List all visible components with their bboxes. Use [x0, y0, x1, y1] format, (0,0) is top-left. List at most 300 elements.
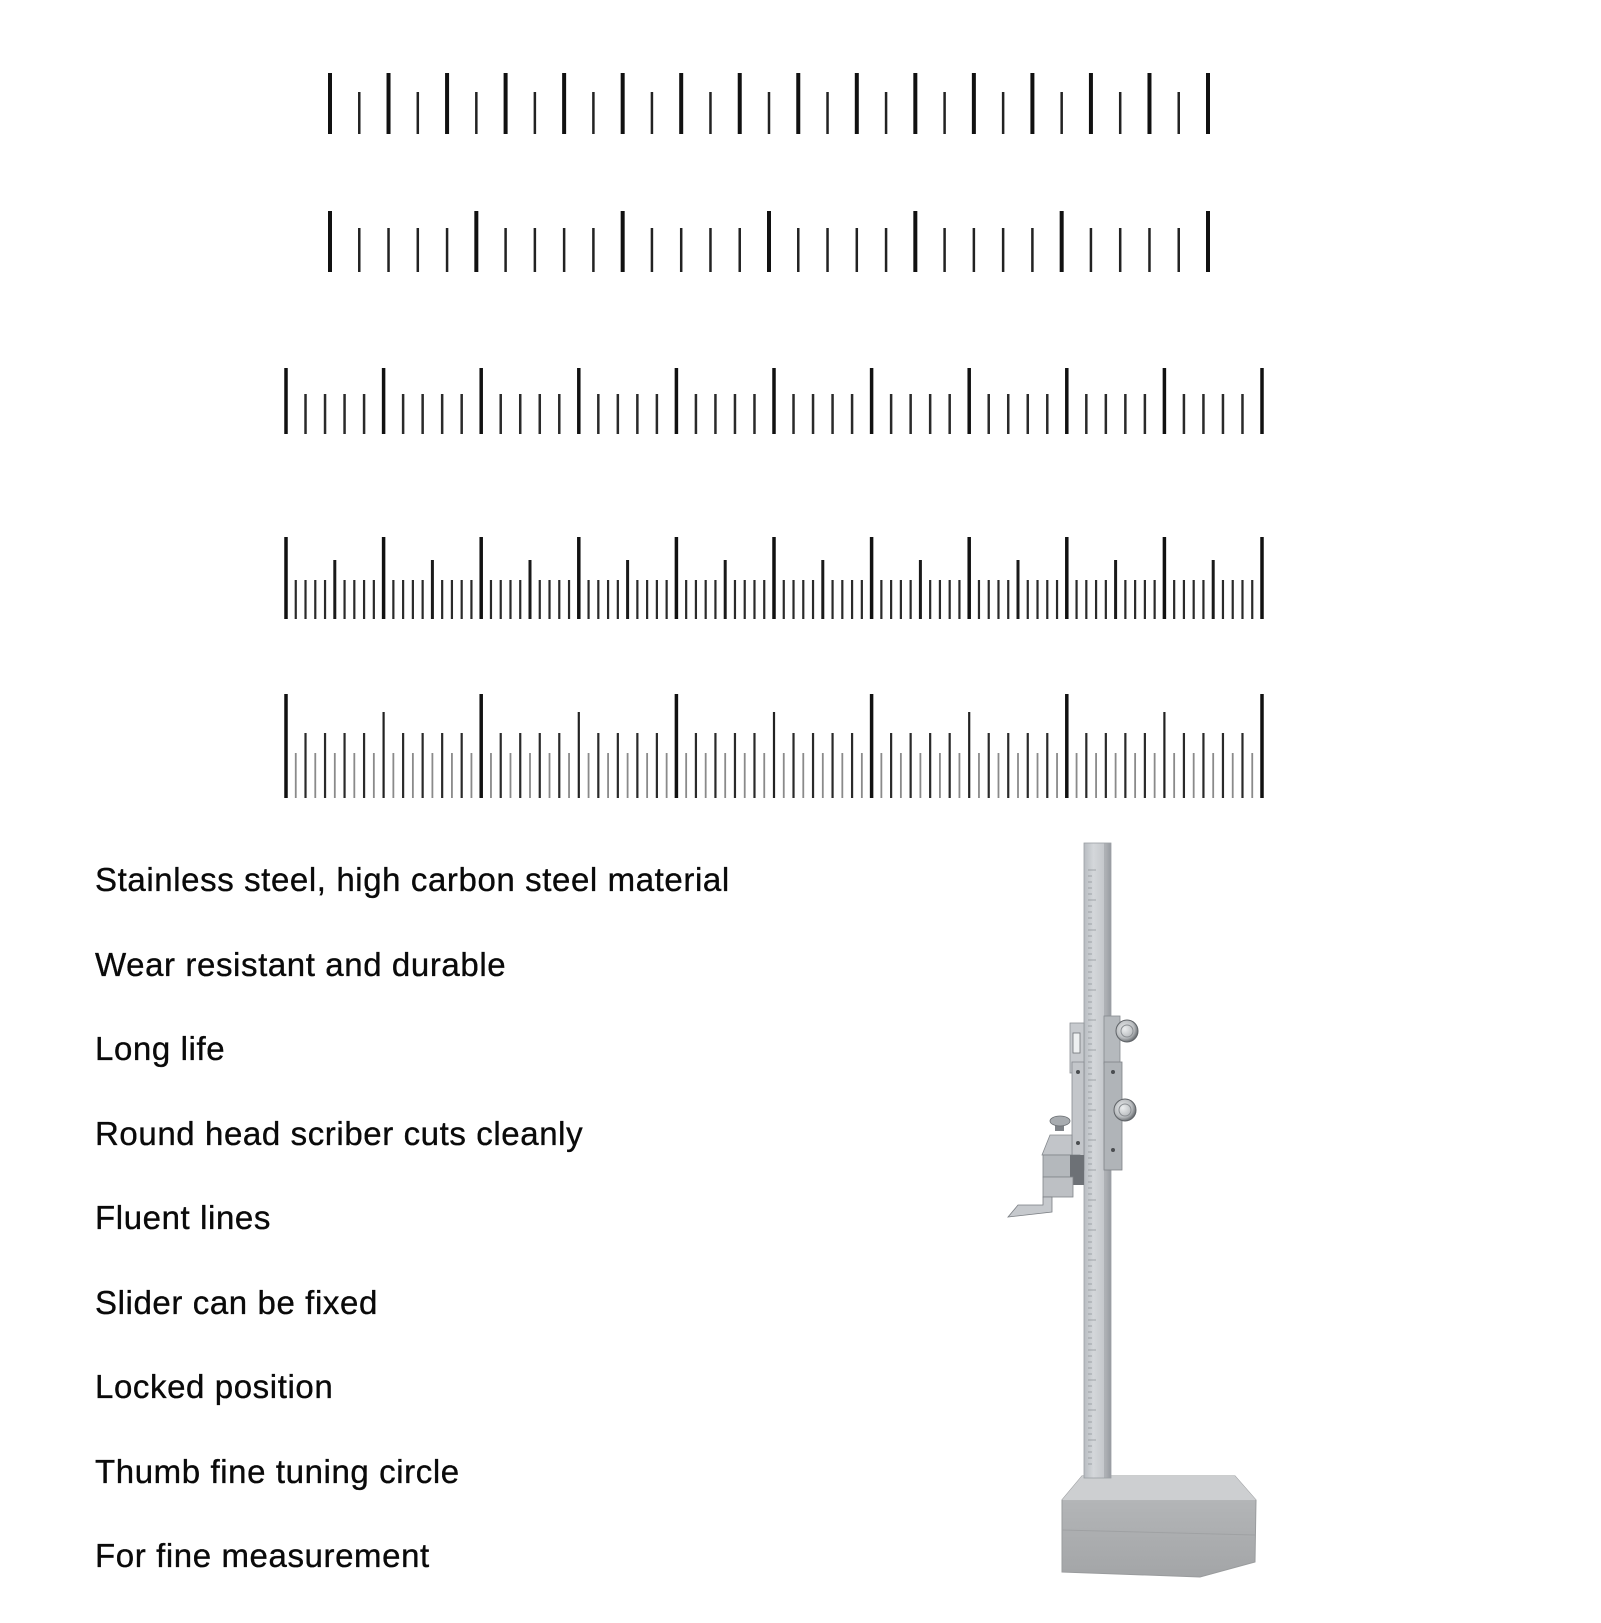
- ruler-tick: [851, 580, 853, 619]
- ruler-tick: [1134, 580, 1136, 619]
- ruler-tick: [500, 580, 502, 619]
- ruler-tick: [929, 580, 931, 619]
- ruler-tick: [1202, 733, 1204, 798]
- ruler-tick: [412, 753, 414, 798]
- ruler-tick: [1173, 580, 1175, 619]
- ruler-tick: [373, 580, 375, 619]
- ruler-tick: [738, 228, 741, 272]
- ruler-tick: [1056, 580, 1058, 619]
- feature-item: Locked position: [95, 1368, 334, 1405]
- ruler-tick: [646, 753, 648, 798]
- ruler-tick: [451, 580, 453, 619]
- ruler-tick: [421, 394, 424, 434]
- ruler-tick: [445, 73, 449, 134]
- ruler-tick: [821, 560, 824, 619]
- feature-list: [95, 862, 730, 1623]
- ruler-tick: [768, 92, 771, 134]
- ruler-tick: [1241, 394, 1244, 434]
- ruler-tick: [402, 733, 404, 798]
- ruler-tick: [646, 580, 648, 619]
- ruler-tick: [734, 580, 736, 619]
- feature-item: Round head scriber cuts cleanly: [95, 1114, 584, 1152]
- ruler-tick: [1212, 560, 1215, 619]
- ruler-tick: [967, 537, 971, 619]
- ruler-tick: [797, 228, 800, 272]
- ruler-tick: [324, 394, 327, 434]
- height-gauge-image: [990, 830, 1290, 1590]
- ruler-tick: [929, 394, 932, 434]
- ruler-tick: [1173, 753, 1175, 798]
- feature-item: Stainless steel, high carbon steel material: [95, 861, 730, 898]
- ruler-tick: [695, 394, 698, 434]
- ruler-tick: [363, 394, 366, 434]
- ruler-tick: [949, 733, 951, 798]
- ruler-tick: [767, 211, 771, 272]
- ruler-tick: [1007, 733, 1009, 798]
- ruler-tick: [636, 580, 638, 619]
- ruler-tick: [949, 580, 951, 619]
- ruler-tick: [1222, 394, 1225, 434]
- ruler-tick: [1147, 73, 1151, 134]
- ruler-tick: [333, 560, 336, 619]
- ruler-tick: [343, 394, 346, 434]
- ruler-tick: [402, 580, 404, 619]
- ruler-tick: [422, 580, 424, 619]
- ruler-tick: [1027, 580, 1029, 619]
- ruler-tick: [328, 73, 332, 134]
- ruler-tick: [851, 394, 854, 434]
- ruler-tick: [709, 92, 712, 134]
- ruler-tick: [1037, 753, 1039, 798]
- ruler-tick: [539, 394, 542, 434]
- ruler-tick: [636, 394, 639, 434]
- ruler-tick: [539, 580, 541, 619]
- ruler-tick: [617, 733, 619, 798]
- ruler-tick: [343, 580, 345, 619]
- ruler-tick: [939, 580, 941, 619]
- ruler-tick: [475, 92, 478, 134]
- ruler-tick: [1115, 753, 1117, 798]
- ruler-tick: [855, 73, 859, 134]
- ruler-tick: [1085, 394, 1088, 434]
- ruler-tick: [738, 73, 742, 134]
- ruler-tick: [328, 211, 332, 272]
- ruler-tick: [685, 580, 687, 619]
- ruler-tick: [353, 753, 355, 798]
- ruler-tick: [597, 733, 599, 798]
- ruler-tick: [461, 580, 463, 619]
- ruler-tick: [578, 712, 580, 798]
- ruler-tick: [792, 394, 795, 434]
- ruler-tick: [304, 580, 306, 619]
- ruler-tick: [1119, 92, 1122, 134]
- ruler-tick: [412, 580, 414, 619]
- ruler-tick: [592, 92, 595, 134]
- ruler-tick: [504, 73, 508, 134]
- ruler-tick: [714, 394, 717, 434]
- ruler-tick: [1202, 580, 1204, 619]
- ruler-tick: [597, 394, 600, 434]
- scale-2: [328, 211, 1210, 272]
- ruler-tick: [539, 733, 541, 798]
- ruler-tick: [734, 394, 737, 434]
- ruler-tick: [1095, 753, 1097, 798]
- ruler-tick: [959, 753, 961, 798]
- ruler-tick: [1036, 580, 1038, 619]
- ruler-tick: [802, 580, 804, 619]
- ruler-tick: [920, 753, 922, 798]
- ruler-tick: [1105, 580, 1107, 619]
- ruler-tick: [861, 580, 863, 619]
- ruler-tick: [592, 228, 595, 272]
- ruler-tick: [534, 228, 537, 272]
- ruler-tick: [558, 580, 560, 619]
- ruler-tick: [1260, 537, 1264, 619]
- ruler-tick: [1085, 733, 1087, 798]
- ruler-tick: [1241, 580, 1243, 619]
- ruler-tick: [490, 580, 492, 619]
- ruler-tick: [675, 368, 679, 434]
- ruler-tick: [470, 580, 472, 619]
- ruler-tick: [1260, 694, 1264, 798]
- ruler-tick: [519, 394, 522, 434]
- ruler-tick: [1017, 753, 1019, 798]
- ruler-tick: [1206, 211, 1210, 272]
- ruler-tick: [772, 368, 776, 434]
- ruler-tick: [812, 580, 814, 619]
- ruler-tick: [568, 753, 570, 798]
- ruler-tick: [509, 580, 511, 619]
- ruler-tick: [783, 753, 785, 798]
- ruler-tick: [753, 580, 755, 619]
- ruler-tick: [1075, 580, 1077, 619]
- ruler-tick: [621, 211, 625, 272]
- ruler-tick: [1027, 394, 1030, 434]
- ruler-tick: [446, 228, 449, 272]
- scale-4: [284, 537, 1264, 619]
- ruler-tick: [656, 580, 658, 619]
- ruler-tick: [880, 580, 882, 619]
- ruler-tick: [958, 580, 960, 619]
- ruler-tick: [353, 580, 355, 619]
- feature-item: Wear resistant and durable: [95, 945, 507, 983]
- feature-item: Thumb fine tuning circle: [95, 1452, 460, 1490]
- base-block: [1062, 1476, 1256, 1577]
- fine-adjust-knob-icon: [1116, 1020, 1138, 1042]
- ruler-tick: [831, 580, 833, 619]
- ruler-tick: [1089, 73, 1093, 134]
- ruler-tick: [870, 694, 874, 798]
- scale-1: [328, 73, 1210, 134]
- ruler-tick: [802, 753, 804, 798]
- ruler-tick: [968, 712, 970, 798]
- ruler-tick: [1017, 560, 1020, 619]
- ruler-tick: [284, 537, 288, 619]
- ruler-tick: [709, 228, 712, 272]
- ruler-tick: [1124, 394, 1127, 434]
- ruler-tick: [1154, 753, 1156, 798]
- ruler-tick: [831, 733, 833, 798]
- ruler-tick: [1085, 580, 1087, 619]
- ruler-tick: [851, 733, 853, 798]
- scale-5: [284, 694, 1264, 798]
- ruler-tick: [885, 92, 888, 134]
- ruler-tick: [382, 537, 386, 619]
- ruler-tick: [304, 733, 306, 798]
- ruler-tick: [685, 753, 687, 798]
- scriber-screw-icon: [1050, 1116, 1070, 1126]
- ruler-tick: [474, 211, 478, 272]
- ruler-tick: [651, 92, 654, 134]
- ruler-tick: [705, 753, 707, 798]
- ruler-tick: [1090, 228, 1093, 272]
- ruler-tick: [763, 753, 765, 798]
- ruler-tick: [479, 368, 483, 434]
- ruler-tick: [363, 580, 365, 619]
- ruler-tick: [519, 580, 521, 619]
- ruler-tick: [1163, 712, 1165, 798]
- ruler-tick: [422, 733, 424, 798]
- ruler-tick: [1222, 580, 1224, 619]
- ruler-tick: [939, 753, 941, 798]
- ruler-tick: [479, 537, 483, 619]
- ruler-tick: [588, 753, 590, 798]
- ruler-tick: [587, 580, 589, 619]
- ruler-tick: [900, 580, 902, 619]
- ruler-tick: [988, 733, 990, 798]
- ruler-tick: [1105, 394, 1108, 434]
- ruler-tick: [1163, 368, 1167, 434]
- ruler-tick: [1241, 733, 1243, 798]
- ruler-tick: [666, 753, 668, 798]
- ruler-tick: [831, 394, 834, 434]
- ruler-tick: [441, 580, 443, 619]
- ruler-tick: [943, 92, 946, 134]
- ruler-tick: [744, 753, 746, 798]
- ruler-tick: [562, 73, 566, 134]
- ruler-tick: [822, 753, 824, 798]
- ruler-tick: [1095, 580, 1097, 619]
- ruler-tick: [1007, 580, 1009, 619]
- ruler-tick: [680, 228, 683, 272]
- ruler-tick: [363, 733, 365, 798]
- ruler-tick: [607, 753, 609, 798]
- ruler-tick: [1232, 580, 1234, 619]
- ruler-tick: [1007, 394, 1010, 434]
- ruler-tick: [656, 394, 659, 434]
- ruler-tick: [295, 753, 297, 798]
- ruler-tick: [724, 560, 727, 619]
- ruler-tick: [812, 394, 815, 434]
- ruler-tick: [1183, 580, 1185, 619]
- ruler-tick: [1232, 753, 1234, 798]
- ruler-tick: [451, 753, 453, 798]
- ruler-tick: [910, 733, 912, 798]
- ruler-tick: [1056, 753, 1058, 798]
- ruler-tick: [796, 73, 800, 134]
- ruler-tick: [1193, 580, 1195, 619]
- ruler-tick: [1076, 753, 1078, 798]
- ruler-tick: [441, 733, 443, 798]
- ruler-tick: [724, 753, 726, 798]
- ruler-tick: [295, 580, 297, 619]
- ruler-tick: [967, 368, 971, 434]
- ruler-tick: [382, 368, 386, 434]
- ruler-tick: [988, 580, 990, 619]
- ruler-tick: [1065, 368, 1069, 434]
- ruler-tick: [358, 92, 361, 134]
- ruler-tick: [621, 73, 625, 134]
- ruler-tick: [1105, 733, 1107, 798]
- feature-item: Fluent lines: [95, 1199, 271, 1236]
- ruler-tick: [1124, 580, 1126, 619]
- ruler-tick: [714, 580, 716, 619]
- ruler-tick: [490, 753, 492, 798]
- ruler-tick: [441, 394, 444, 434]
- ruler-tick: [695, 733, 697, 798]
- ruler-tick: [1065, 694, 1069, 798]
- ruler-tick: [343, 733, 345, 798]
- ruler-tick: [324, 580, 326, 619]
- ruler-tick: [1002, 228, 1005, 272]
- ruler-tick: [1251, 580, 1253, 619]
- ruler-tick: [885, 228, 888, 272]
- ruler-tick: [373, 753, 375, 798]
- ruler-tick: [772, 537, 776, 619]
- ruler-tick: [705, 580, 707, 619]
- ruler-tick: [675, 537, 679, 619]
- ruler-tick: [656, 733, 658, 798]
- ruler-tick: [417, 92, 420, 134]
- ruler-tick: [627, 753, 629, 798]
- ruler-tick: [997, 580, 999, 619]
- ruler-tick: [1222, 733, 1224, 798]
- ruler-tick: [392, 580, 394, 619]
- ruler-tick: [417, 228, 420, 272]
- feature-item: For fine measurement: [95, 1537, 430, 1574]
- ruler-tick: [529, 753, 531, 798]
- ruler-tick: [773, 712, 775, 798]
- scale-3: [284, 368, 1264, 434]
- ruler-tick: [597, 580, 599, 619]
- ruler-tick: [1030, 73, 1034, 134]
- ruler-tick: [548, 580, 550, 619]
- vernier-slider: [1072, 1062, 1136, 1170]
- ruler-tick: [753, 394, 756, 434]
- ruler-tick: [913, 211, 917, 272]
- ruler-tick: [812, 733, 814, 798]
- ruler-tick: [383, 712, 385, 798]
- ruler-tick: [1065, 537, 1069, 619]
- ruler-tick: [1183, 733, 1185, 798]
- ruler-tick: [358, 228, 361, 272]
- ruler-tick: [870, 537, 874, 619]
- ruler-tick: [402, 394, 405, 434]
- ruler-tick: [734, 733, 736, 798]
- ruler-tick: [1046, 733, 1048, 798]
- ruler-tick: [1114, 560, 1117, 619]
- ruler-tick: [1134, 753, 1136, 798]
- ruler-tick: [1163, 537, 1167, 619]
- ruler-tick: [461, 733, 463, 798]
- ruler-tick: [519, 733, 521, 798]
- ruler-tick: [880, 753, 882, 798]
- ruler-tick: [1144, 580, 1146, 619]
- ruler-tick: [1124, 733, 1126, 798]
- ruler-tick: [841, 580, 843, 619]
- ruler-tick: [1031, 228, 1034, 272]
- ruler-tick: [978, 753, 980, 798]
- ruler-tick: [978, 580, 980, 619]
- ruler-tick: [284, 694, 288, 798]
- ruler-tick: [890, 580, 892, 619]
- ruler-tick: [549, 753, 551, 798]
- ruler-tick: [431, 560, 434, 619]
- ruler-tick: [1206, 73, 1210, 134]
- ruler-tick: [304, 394, 307, 434]
- ruler-tick: [919, 560, 922, 619]
- ruler-tick: [558, 733, 560, 798]
- ruler-tick: [432, 753, 434, 798]
- ruler-tick: [1119, 228, 1122, 272]
- ruler-tick: [500, 733, 502, 798]
- ruler-tick: [1002, 92, 1005, 134]
- ruler-tick: [890, 394, 893, 434]
- ruler-tick: [1046, 394, 1049, 434]
- ruler-tick: [651, 228, 654, 272]
- ruler-tick: [870, 368, 874, 434]
- ruler-tick: [534, 92, 537, 134]
- feature-item: Long life: [95, 1030, 226, 1067]
- ruler-tick: [636, 733, 638, 798]
- ruler-tick: [666, 580, 668, 619]
- ruler-tick: [568, 580, 570, 619]
- ruler-tick: [617, 580, 619, 619]
- ruler-tick: [563, 228, 566, 272]
- ruler-tick: [1046, 580, 1048, 619]
- ruler-tick: [792, 733, 794, 798]
- ruler-tick: [841, 753, 843, 798]
- ruler-tick: [607, 580, 609, 619]
- ruler-tick: [1144, 733, 1146, 798]
- ruler-tick: [479, 694, 483, 798]
- ruler-tick: [679, 73, 683, 134]
- ruler-tick: [714, 733, 716, 798]
- ruler-tick: [387, 228, 390, 272]
- ruler-tick: [1183, 394, 1186, 434]
- ruler-tick: [1060, 92, 1063, 134]
- ruler-tick: [913, 73, 917, 134]
- ruler-tick: [910, 580, 912, 619]
- ruler-tick: [826, 92, 829, 134]
- ruler-tick: [387, 73, 391, 134]
- ruler-tick: [1251, 753, 1253, 798]
- ruler-tick: [763, 580, 765, 619]
- ruler-tick: [499, 394, 502, 434]
- ruler-tick: [1260, 368, 1264, 434]
- ruler-tick: [392, 753, 394, 798]
- ruler-tick: [1193, 753, 1195, 798]
- ruler-tick: [558, 394, 561, 434]
- ruler-tick: [929, 733, 931, 798]
- ruler-tick: [314, 580, 316, 619]
- feature-item: Slider can be fixed: [95, 1283, 378, 1321]
- scriber-blade: [1008, 1197, 1052, 1217]
- ruler-tick: [504, 228, 507, 272]
- ruler-tick: [1177, 228, 1180, 272]
- ruler-tick: [861, 753, 863, 798]
- ruler-tick: [626, 560, 629, 619]
